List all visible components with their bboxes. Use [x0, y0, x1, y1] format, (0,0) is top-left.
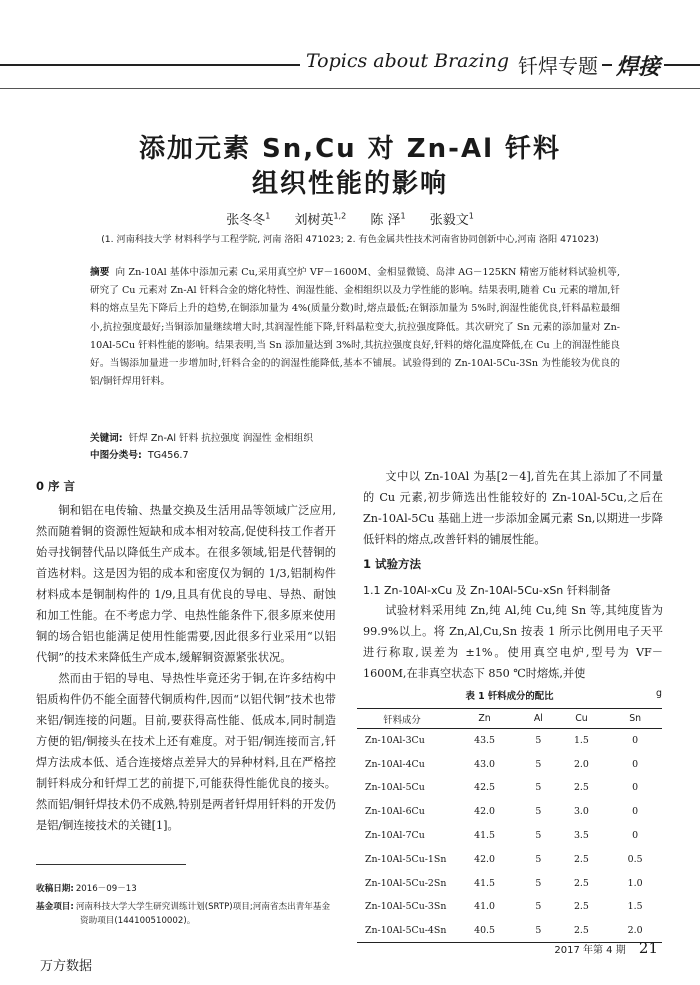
table-header-cell: Zn: [447, 709, 522, 729]
table-cell: 5: [535, 901, 542, 913]
table-cell: 2.0: [573, 758, 589, 770]
table-header-cell: Cu: [555, 709, 609, 729]
classification: [90, 447, 620, 461]
table-cell: 0.5: [627, 853, 643, 865]
page-number: 21: [638, 939, 658, 957]
paragraph: 铜和铝在电传输、热量交换及生活用品等领域广泛应用,然而随着铜的资源性短缺和成本相对较高,促使科技工作者开始寻找铜替代品以降低生产成本。在很多领域,铝是代替铜的首选材料。这是因为铝的成本和密度仅为铜的 1/3,铝制构件材料成本是铜制构件的 1/9,且具有优良的导电、导热、耐蚀和加工性能。在不考虑力学、电热性能条件下,很多原来使用铜的场合铝也能满足使用性能需要,因此很多行业采用“以铝代铜”的技术来降低生产成本,缓解铜资源紧张状况。: [36, 504, 336, 664]
table-cell: 2.5: [573, 877, 589, 889]
table-row: [357, 895, 662, 919]
table-cell: Zn-10Al-3Cu: [365, 735, 425, 747]
table-cell: Zn-10Al-5Cu-1Sn: [365, 853, 447, 865]
header-rule-thin: [0, 88, 700, 89]
author-name: 陈 泽: [370, 213, 401, 228]
fund-info: [36, 900, 336, 928]
author-name: 刘树英: [294, 213, 334, 228]
table-cell: 5: [535, 782, 542, 794]
keywords-label: 关键词:: [90, 433, 123, 444]
section-1-1-heading: 1.1 Zn-10Al-xCu 及 Zn-10Al-5Cu-xSn 钎料制备: [363, 584, 611, 597]
table-cell: 5: [535, 877, 542, 889]
table-cell: 43.0: [474, 758, 495, 770]
table-cell: 2.5: [573, 853, 589, 865]
author-affil-sup: 1,2: [333, 211, 347, 221]
section-1-heading: 1 试验方法: [363, 557, 422, 571]
table-cell: 2.0: [608, 919, 662, 943]
table-cell: Zn-10Al-6Cu: [365, 806, 425, 818]
table-cell: 2.5: [573, 782, 589, 794]
table-unit: g: [656, 688, 662, 699]
table-cell: 5: [535, 735, 542, 747]
table-cell: 5: [535, 758, 542, 770]
article-title-line1: 添加元素 Sn,Cu 对 Zn-Al 钎料: [138, 134, 562, 164]
issue-label: 2017 年第 4 期: [554, 945, 626, 956]
article-title-line2: 组织性能的影响: [251, 169, 448, 199]
table-cell: 43.5: [474, 735, 495, 747]
footnote: [36, 882, 336, 928]
keywords-text: 钎焊 Zn-Al 钎料 抗拉强度 润湿性 金相组织: [128, 433, 313, 444]
table-header-row: [357, 709, 662, 729]
table-cell: 3.0: [573, 806, 589, 818]
table-row: [357, 824, 662, 848]
table-cell: 2.5: [573, 901, 589, 913]
running-header: [0, 50, 700, 94]
table-row: [357, 800, 662, 824]
table-row: [357, 776, 662, 800]
paragraph: 试验材料采用纯 Zn,纯 Al,纯 Cu,纯 Sn 等,其纯度皆为 99.9%以上。将 Zn,Al,Cu,Sn 按表 1 所示比例用电子天平进行称取,误差为 ±1%。使用真空电炉,型号为 VF－1600M,在非真空状态下 850 ℃时熔炼,并使: [363, 604, 663, 680]
table-cell: 41.5: [474, 830, 495, 842]
left-column: [36, 500, 336, 836]
received-value: 2016－09－13: [75, 884, 137, 894]
page-footer: [554, 939, 658, 957]
author-name: 张冬冬: [226, 213, 266, 228]
table-cell: 40.5: [447, 919, 522, 943]
table-cell: 42.0: [474, 806, 495, 818]
fund-value: 河南科技大学大学生研究训练计划(SRTP)项目;河南省杰出青年基金资助项目(144100510002)。: [75, 902, 331, 926]
table-cell: 42.5: [474, 782, 495, 794]
footnote-rule: [36, 864, 186, 865]
author: [226, 213, 270, 228]
received-date: [36, 882, 336, 896]
table-cell: 41.5: [474, 877, 495, 889]
table-cell: Zn-10Al-5Cu-2Sn: [365, 877, 447, 889]
author-affil-sup: 1: [400, 211, 406, 221]
table-row: [357, 871, 662, 895]
table-cell: 0: [632, 758, 639, 770]
table-cell: Zn-10Al-7Cu: [365, 830, 425, 842]
author: [430, 213, 474, 228]
table-cell: Zn-10Al-4Cu: [365, 758, 425, 770]
table-header-cell: Al: [522, 709, 554, 729]
table-row: [357, 729, 662, 753]
affiliation: (1. 河南科技大学 材料科学与工程学院, 河南 洛阳 471023; 2. 有色金属共性技术河南省协同创新中心,河南 洛阳 471023): [101, 234, 599, 245]
header-english-title: Topics about Brazing: [300, 50, 515, 72]
abstract: [90, 264, 620, 391]
table-cell: 2.5: [555, 919, 609, 943]
right-column-body: [363, 600, 663, 684]
table-cell: 0: [632, 735, 639, 747]
author-list: [0, 209, 700, 228]
table-cell: 5: [522, 919, 554, 943]
table-cell: Zn-10Al-5Cu-4Sn: [357, 919, 447, 943]
table-cell: 0: [632, 806, 639, 818]
author-affil-sup: 1: [265, 211, 271, 221]
classification-label: 中图分类号:: [90, 450, 142, 461]
received-label: 收稿日期:: [36, 884, 74, 894]
table-cell: 3.5: [573, 830, 589, 842]
table-cell: Zn-10Al-5Cu-3Sn: [365, 901, 447, 913]
table-caption: [357, 688, 662, 702]
journal-logo: 焊接: [612, 50, 664, 81]
table-cell: 5: [535, 806, 542, 818]
classification-code: TG456.7: [147, 450, 189, 461]
table-cell: 1.0: [627, 877, 643, 889]
abstract-label: 摘要: [90, 267, 110, 278]
fund-label: 基金项目:: [36, 902, 74, 912]
table-cell: 5: [535, 853, 542, 865]
table-cell: 0: [632, 782, 639, 794]
abstract-text: 向 Zn-10Al 基体中添加元素 Cu,采用真空炉 VF－1600M、金相显微镜、岛津 AG－125KN 精密万能材料试验机等,研究了 Cu 元素对 Zn-Al 钎料合金的熔化特性、润湿性能、金相组织以及力学性能的影响。结果表明,随着 Cu 元素的增加,钎料的熔点呈先下降后上升的趋势,在铜添加量为 4%(质量分数)时,熔点最低;在铜添加量为 5%时,润湿性能优良,钎料晶粒最细小,抗拉强度最好;当铜添加量继续增大时,其润湿性能下降,钎料晶粒变大,抗拉强度降低。其次研究了 Sn 元素的添加量对 Zn-10Al-5Cu 钎料性能的影响。结果表明,当 Sn 添加量达到 3%时,其抗拉强度良好,钎料的熔化温度降低,在 Cu 上的润湿性能良好。当锡添加量进一步增加时,钎料合金的的润湿性能降低,基本不铺展。试验得到的 Zn-10Al-5Cu-3Sn 为性能较为优良的铝/铜钎焊用钎料。: [90, 267, 620, 388]
table-cell: 0: [632, 830, 639, 842]
table-cell: 5: [535, 830, 542, 842]
author-affil-sup: 1: [468, 211, 474, 221]
author-name: 张毅文: [429, 213, 469, 228]
paragraph: 文中以 Zn-10Al 为基[2－4],首先在其上添加了不同量的 Cu 元素,初步筛选出性能较好的 Zn-10Al-5Cu,之后在 Zn-10Al-5Cu 基础上进一步添加金属元素 Sn,以期进一步降低钎料的熔点,改善钎料的铺展性能。: [363, 470, 663, 546]
author: [370, 213, 405, 228]
header-chinese-title: 钎焊专题: [514, 50, 602, 79]
keywords: [90, 430, 620, 444]
table-row: [357, 752, 662, 776]
watermark: 万方数据: [40, 959, 93, 974]
table-cell: Zn-10Al-5Cu: [365, 782, 425, 794]
table-row: [357, 847, 662, 871]
table-caption-text: 表 1 钎料成分的配比: [465, 691, 554, 702]
table-cell: 41.0: [474, 901, 495, 913]
author: [294, 213, 346, 228]
paragraph: 然而由于铝的导电、导热性毕竟还劣于铜,在许多结构中铝质构件仍不能全面替代铜质构件,因而“以铝代铜”技术也带来铝/铜连接的问题。目前,要获得高性能、低成本,同时制造方便的铝/铜接头在技术上还有难度。对于铝/铜连接而言,钎焊方法成本低、适合连接熔点差异大的异种材料,且在严格控制钎料成分和钎焊工艺的前提下,可能获得性能优良的接头。然而铝/铜钎焊技术仍不成熟,特别是两者钎焊用钎料的开发仍是铝/铜连接技术的关键[1]。: [36, 672, 336, 832]
table-cell: 1.5: [627, 901, 643, 913]
table-cell: 42.0: [474, 853, 495, 865]
right-column-intro: [363, 466, 663, 550]
table-cell: 1.5: [573, 735, 589, 747]
table-header-cell: 钎料成分: [357, 709, 447, 729]
composition-table: [357, 708, 662, 943]
section-0-heading: 0 序 言: [36, 479, 76, 493]
table-header-cell: Sn: [608, 709, 662, 729]
